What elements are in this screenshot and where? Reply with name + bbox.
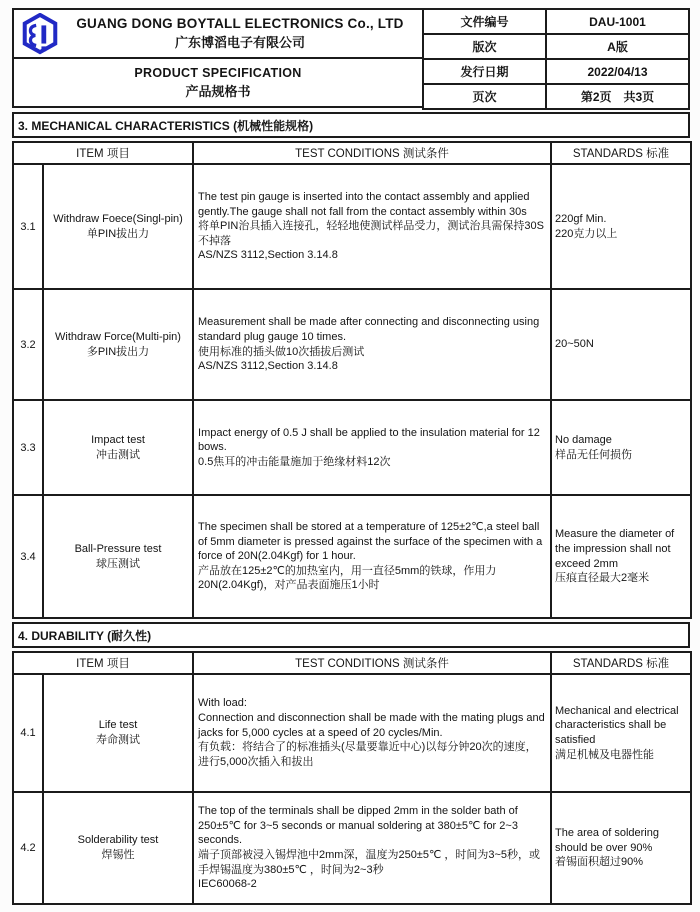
column-header-row <box>13 142 691 164</box>
doc-info-row <box>423 84 689 109</box>
item-cell <box>43 400 193 495</box>
company-name-en: GUANG DONG BOYTALL ELECTRONICS Co., LTD <box>76 16 404 31</box>
text-line: 使用标准的插头做10次插拔后测试 <box>198 345 365 358</box>
doc-number-value: DAU-1001 <box>546 9 689 34</box>
text-line: Solderability test <box>77 834 159 847</box>
row-id: 4.1 <box>13 674 43 792</box>
text-line: 将单PIN治具插入连接孔，轻轻地使测试样品受力，测试治具需保持30S不掉落 <box>198 220 544 247</box>
row-id: 4.2 <box>13 792 43 904</box>
section-4-title: 4. DURABILITY (耐久性) <box>12 622 690 648</box>
text-line: The top of the terminals shall be dipped 2mm in the solder bath of 250±5℃ for 3~5 seconds or manual soldering at 380±5℃ for 2~3 seconds. <box>198 805 518 847</box>
header-left-block <box>12 8 424 108</box>
text-line: Withdraw Force(Multi-pin) <box>55 330 181 343</box>
table-row <box>13 164 691 289</box>
text-line: No damage <box>555 433 612 446</box>
text-line: 单PIN拔出力 <box>86 227 150 240</box>
row-id: 3.4 <box>13 495 43 618</box>
standards-cell <box>551 495 691 618</box>
company-block <box>14 10 422 59</box>
text-line: 样品无任何损伤 <box>555 448 633 461</box>
text-line: 压痕直径最大2毫米 <box>555 572 650 585</box>
standards-cell <box>551 289 691 400</box>
text-line: Ball-Pressure test <box>74 542 162 555</box>
test-conditions-cell <box>193 792 551 904</box>
text-line: Mechanical and electrical characteristics shall be satisfied <box>555 704 679 746</box>
table-row <box>13 674 691 792</box>
document-header <box>12 8 690 108</box>
doc-title-cn: 产品规格书 <box>185 83 251 99</box>
company-name-cn: 广东博滔电子有限公司 <box>174 35 305 50</box>
boytall-cube-logo-icon <box>20 13 60 55</box>
issue-date-label: 发行日期 <box>423 59 546 84</box>
standards-cell <box>551 792 691 904</box>
document <box>12 8 690 905</box>
text-line: Impact energy of 0.5 J shall be applied to the insulation material for 12 bows. <box>198 426 540 454</box>
test-conditions-cell <box>193 289 551 400</box>
text-line: AS/NZS 3112,Section 3.14.8 <box>198 360 338 373</box>
text-line: 寿命测试 <box>96 734 140 746</box>
text-line: 多PIN拔出力 <box>86 345 150 358</box>
text-line: The test pin gauge is inserted into the contact assembly and applied gently.The gauge shall not fall from the contact assembly within 30s <box>198 190 530 218</box>
text-line: 满足机械及电器性能 <box>555 748 655 761</box>
row-id: 3.2 <box>13 289 43 400</box>
text-line: The specimen shall be stored at a temperature of 125±2℃,a steel ball of 5mm diameter is pressed against the surface of the specimen with a force of 20N(2.04Kgf) for 1 hour. <box>198 520 543 563</box>
mechanical-characteristics-table <box>12 141 692 619</box>
text-line: 产品放在125±2℃的加热室内，用一直径5mm的铁球，作用力20N(2.04Kgf)，对产品表面施压1小时 <box>198 564 497 592</box>
doc-info-row <box>423 9 689 34</box>
standards-cell <box>551 164 691 289</box>
item-cell <box>43 674 193 792</box>
text-line: 有负载：将结合了的标准插头(尽量要靠近中心)以每分钟20次的速度，进行5,000次插入和拔出 <box>198 741 537 768</box>
page-number-label: 页次 <box>423 84 546 109</box>
standards-cell <box>551 400 691 495</box>
text-line: AS/NZS 3112,Section 3.14.8 <box>198 249 338 262</box>
item-cell <box>43 289 193 400</box>
row-id: 3.3 <box>13 400 43 495</box>
text-line: With load: <box>198 697 247 710</box>
text-line: 220gf Min. <box>555 212 607 225</box>
revision-value: A版 <box>546 34 689 59</box>
test-conditions-cell <box>193 164 551 289</box>
item-cell <box>43 792 193 904</box>
row-id: 3.1 <box>13 164 43 289</box>
section-3-title: 3. MECHANICAL CHARACTERISTICS (机械性能规格) <box>12 112 690 138</box>
durability-table <box>12 651 692 905</box>
test-conditions-column-header: TEST CONDITIONS 测试条件 <box>193 652 551 674</box>
table-row <box>13 400 691 495</box>
text-line: IEC60068-2 <box>198 878 257 891</box>
test-conditions-column-header: TEST CONDITIONS 测试条件 <box>193 142 551 164</box>
text-line: 冲击测试 <box>96 448 140 461</box>
issue-date-value: 2022/04/13 <box>546 59 689 84</box>
revision-label: 版次 <box>423 34 546 59</box>
column-header-row <box>13 652 691 674</box>
item-cell <box>43 164 193 289</box>
text-line: Life test <box>98 719 138 732</box>
text-line: 220克力以上 <box>555 227 618 240</box>
text-line: Connection and disconnection shall be made with the mating plugs and jacks for 5,000 cycles at a speed of 20 cycles/Min. <box>198 712 545 739</box>
text-line: 焊锡性 <box>101 849 135 861</box>
test-conditions-cell <box>193 674 551 792</box>
table-row <box>13 792 691 904</box>
standards-cell <box>551 674 691 792</box>
text-line: Withdraw Foece(Singl-pin) <box>53 212 183 225</box>
item-column-header: ITEM 项目 <box>13 142 193 164</box>
standards-column-header: STANDARDS 标准 <box>551 652 691 674</box>
doc-title-block <box>14 59 422 106</box>
table-row <box>13 495 691 618</box>
page-number-value: 第2页 共3页 <box>546 84 689 109</box>
standards-column-header: STANDARDS 标准 <box>551 142 691 164</box>
doc-info-table <box>422 8 690 110</box>
text-line: 着锡面积超过90% <box>555 856 644 869</box>
text-line: Impact test <box>91 433 145 446</box>
test-conditions-cell <box>193 400 551 495</box>
doc-info-row <box>423 59 689 84</box>
table-row <box>13 289 691 400</box>
item-cell <box>43 495 193 618</box>
doc-info-row <box>423 34 689 59</box>
doc-number-label: 文件编号 <box>423 9 546 34</box>
text-line: The area of soldering should be over 90% <box>555 827 659 854</box>
text-line: 球压测试 <box>96 557 140 570</box>
text-line: Measure the diameter of the impression shall not exceed 2mm <box>555 528 675 570</box>
text-line: 端子顶部被浸入锡焊池中2mm深，温度为250±5℃ ，时间为3~5秒，或手焊锡温度为380±5℃ ，时间为2~3秒 <box>198 849 541 876</box>
doc-title-en: PRODUCT SPECIFICATION <box>134 65 302 80</box>
text-line: 0.5焦耳的冲击能量施加于绝缘材料12次 <box>198 455 391 468</box>
test-conditions-cell <box>193 495 551 618</box>
item-column-header: ITEM 项目 <box>13 652 193 674</box>
text-line: 20~50N <box>555 338 594 351</box>
text-line: Measurement shall be made after connecting and disconnecting using standard plug gauge 10 times. <box>198 316 540 343</box>
